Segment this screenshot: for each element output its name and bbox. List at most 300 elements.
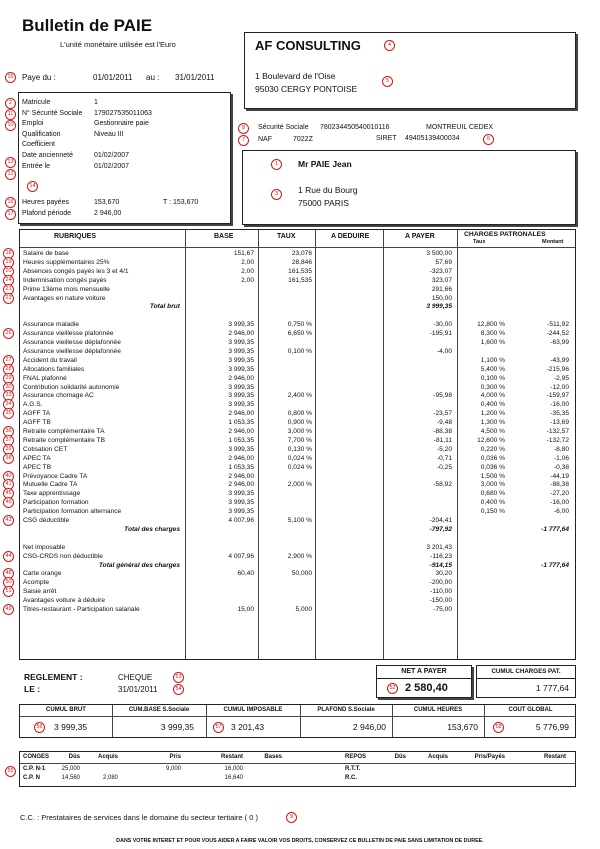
marker-43: 43 xyxy=(3,515,14,526)
row-base: 2 946,00 xyxy=(228,374,254,382)
qualif-value: Niveau III xyxy=(94,130,124,138)
row-label: Heures supplémentaires 25% xyxy=(23,258,110,266)
payroll-table xyxy=(19,229,576,660)
marker-48: 48 xyxy=(3,568,14,579)
row-charge-taux: 0,400 % xyxy=(480,499,505,507)
conges-cell: 16,000 xyxy=(224,766,243,772)
marker-23: 23 xyxy=(3,293,14,304)
row-a-payer: -116,23 xyxy=(430,552,452,560)
conges-cell: 2,080 xyxy=(102,775,118,781)
row-taux: 0,024 % xyxy=(287,454,312,462)
row-base: 2 946,00 xyxy=(228,428,254,435)
header-charges-montant: Montant xyxy=(542,239,564,245)
row-label: CSG-CRDS non déductible xyxy=(23,552,103,560)
marker-40: 40 xyxy=(3,471,14,482)
row-label: Titres-restaurant - Participation salariale xyxy=(23,606,140,613)
row-label: Contribution solidarité autonomie xyxy=(23,383,120,391)
row-base: 3 999,35 xyxy=(228,392,254,400)
cumul-heures-value: 153,670 xyxy=(447,722,478,732)
conges-cell: 16,640 xyxy=(224,775,243,781)
row-label: Allocations familiales xyxy=(23,365,85,373)
table-row xyxy=(20,410,575,419)
emploi-value: Gestionnaire paie xyxy=(94,120,149,128)
row-a-payer: -23,57 xyxy=(433,410,452,418)
row-charge-montant: -215,96 xyxy=(546,365,569,373)
table-row xyxy=(20,588,575,597)
company-box: AF CONSULTING 4 1 Boulevard de l'Oise 5 95030 CERGY PONTOISE xyxy=(244,32,576,109)
total-row xyxy=(20,526,575,535)
row-taux: 2,000 % xyxy=(287,481,312,489)
row-label: A.G.S. xyxy=(23,401,43,409)
row-base: 2 946,00 xyxy=(228,330,254,338)
row-a-payer: -110,00 xyxy=(430,588,452,596)
cumul-base-label: CUM.BASE S.Sociale xyxy=(128,707,190,713)
le-value: 31/01/2011 xyxy=(118,685,158,694)
row-label: Taxe apprentissage xyxy=(23,490,81,498)
row-base: 3 999,35 xyxy=(228,365,254,373)
row-base: 3 999,35 xyxy=(228,508,254,516)
header-rubriques: RUBRIQUES xyxy=(54,233,97,240)
table-row xyxy=(20,392,575,401)
row-label: Indemnisation congés payés xyxy=(23,276,107,284)
row-label: Retraite complémentaire TA xyxy=(23,428,105,435)
conges-header: Pris/Payés xyxy=(474,754,505,760)
table-row xyxy=(20,250,575,259)
row-label: Acompte xyxy=(23,579,50,587)
row-total-label: Total général des charges xyxy=(98,561,180,569)
row-label: Net imposable xyxy=(23,543,66,551)
table-row xyxy=(20,544,575,553)
row-a-payer: -4,00 xyxy=(436,347,452,355)
table-row xyxy=(20,295,575,304)
row-a-payer: -88,38 xyxy=(433,428,452,435)
row-base: 4 007,96 xyxy=(228,517,254,524)
row-taux: 7,700 % xyxy=(287,436,312,444)
recipient-name: Mr PAIE Jean xyxy=(298,159,352,169)
row-charge-montant: -63,99 xyxy=(550,339,569,346)
row-taux: 3,000 % xyxy=(287,428,312,435)
row-taux: 161,535 xyxy=(288,267,312,275)
conges-header: Acquis xyxy=(427,754,448,760)
emploi-label: Emploi xyxy=(22,120,44,128)
marker-27: 27 xyxy=(3,355,14,366)
row-charge-taux: 0,220 % xyxy=(480,445,505,453)
header-deduire: A DEDUIRE xyxy=(331,233,370,240)
row-a-payer: 3 500,00 xyxy=(426,250,452,257)
row-label: Assurance maladie xyxy=(23,321,80,329)
table-row xyxy=(20,419,575,428)
row-charge-taux: 12,800 % xyxy=(477,321,505,329)
recipient-box: 1 Mr PAIE Jean 3 1 Rue du Bourg 75000 PARIS xyxy=(242,150,576,225)
plafond-ss-label: PLAFOND S.Sociale xyxy=(317,707,375,713)
row-charge-montant: -13,69 xyxy=(550,419,569,427)
row-taux: 0,750 % xyxy=(287,321,312,329)
row-charge-montant: -2,95 xyxy=(553,374,569,382)
row-charge-taux: 3,000 % xyxy=(480,481,505,489)
marker-33: 33 xyxy=(3,390,14,401)
table-row xyxy=(20,446,575,455)
cumul-charges-label: CUMUL CHARGES PAT. xyxy=(491,668,561,675)
row-label: Accident du travail xyxy=(23,356,77,364)
row-charge-taux: 0,300 % xyxy=(480,383,505,391)
row-taux: 0,130 % xyxy=(287,445,312,453)
row-label: Cotisation CET xyxy=(23,445,68,453)
reglement-label: REGLEMENT : xyxy=(24,672,83,682)
row-charge-montant: -12,00 xyxy=(550,383,569,391)
row-charge-taux: 0,036 % xyxy=(480,454,505,462)
cumul-brut-value: 3 999,35 xyxy=(54,722,88,732)
conges-table xyxy=(19,751,576,787)
table-row xyxy=(20,366,575,375)
row-a-payer: -200,00 xyxy=(429,579,452,587)
row-taux: 5,100 % xyxy=(287,517,312,524)
row-label: Assurance vieillesse déplafonnée xyxy=(23,339,121,346)
row-a-payer: -0,25 xyxy=(436,463,452,471)
row-label: APEC TA xyxy=(23,454,51,462)
row-label: Participation formation xyxy=(23,499,89,507)
total-row xyxy=(20,562,575,571)
table-row xyxy=(20,437,575,446)
anc-label: Date ancienneté xyxy=(22,151,73,159)
marker-20: 20 xyxy=(3,266,14,277)
company-address1: 1 Boulevard de l'Oise xyxy=(255,71,336,81)
row-label: APEC TB xyxy=(23,463,52,471)
net-box: NET A PAYER 52 2 580,40 xyxy=(376,665,472,698)
table-row xyxy=(20,384,575,393)
table-row xyxy=(20,508,575,517)
company-secu-city: MONTREUIL CEDEX xyxy=(426,124,494,131)
page-title: Bulletin de PAIE xyxy=(22,16,153,35)
row-charge-taux: 1,300 % xyxy=(480,419,505,427)
header-payer: A PAYER xyxy=(405,233,435,240)
table-row xyxy=(20,330,575,339)
row-base: 60,40 xyxy=(237,570,254,578)
plafond-ss-value: 2 946,00 xyxy=(352,722,386,732)
recipient-address1: 1 Rue du Bourg xyxy=(298,185,358,195)
row-taux: 0,100 % xyxy=(287,347,312,355)
row-taux: 2,400 % xyxy=(287,392,312,400)
row-a-payer: 291,66 xyxy=(431,285,452,293)
conges-header: REPOS xyxy=(345,754,367,760)
row-base: 3 999,35 xyxy=(228,401,254,409)
marker-46: 46 xyxy=(3,497,14,508)
secu-value: 179027535011063 xyxy=(94,109,152,117)
row-base: 2 946,00 xyxy=(228,481,254,489)
marker-37: 37 xyxy=(3,435,14,446)
plafond-label: Plafond période xyxy=(22,210,72,217)
conges-content xyxy=(20,752,575,786)
table-row xyxy=(20,473,575,482)
entree-label: Entrée le xyxy=(22,162,51,170)
table-row xyxy=(20,517,575,526)
row-a-payer: -58,92 xyxy=(433,481,452,489)
row-total-label: Total brut xyxy=(149,303,180,311)
marker-24: 24 xyxy=(3,275,14,286)
table-row xyxy=(20,553,575,562)
row-label: Assurance chomage AC xyxy=(23,392,94,400)
row-base: 2,00 xyxy=(241,258,254,266)
row-a-payer: -204,41 xyxy=(429,517,452,524)
cumul-heures-label: CUMUL HEURES xyxy=(413,707,463,713)
marker-36: 36 xyxy=(3,426,14,437)
table-row xyxy=(20,286,575,295)
company-address2: 95030 CERGY PONTOISE xyxy=(255,84,358,94)
conges-header: Dûs xyxy=(394,754,406,760)
row-charge-taux: 0,680 % xyxy=(480,490,505,498)
row-a-payer: -75,00 xyxy=(433,606,452,613)
row-charge-taux: 0,150 % xyxy=(480,508,505,516)
table-row xyxy=(20,570,575,579)
header-charges-taux: Taux xyxy=(473,239,486,245)
row-base: 3 999,35 xyxy=(228,321,254,329)
row-label: Participation formation alternance xyxy=(23,508,122,516)
marker-34: 34 xyxy=(3,399,14,410)
row-charge-montant: -6,00 xyxy=(553,508,569,516)
row-charge-montant: -16,00 xyxy=(550,499,569,507)
table-row xyxy=(20,339,575,348)
row-charge-montant: -159,97 xyxy=(546,392,569,400)
heures-label: Heures payées xyxy=(22,199,70,206)
row-a-payer: 57,69 xyxy=(435,258,452,266)
conges-cell: R.C. xyxy=(345,775,357,781)
row-charge-montant: -27,20 xyxy=(550,490,569,498)
row-charge-montant: -88,38 xyxy=(550,481,569,489)
row-a-payer: -30,00 xyxy=(433,321,452,329)
cumul-base-value: 3 999,35 xyxy=(160,722,194,732)
table-row xyxy=(20,499,575,508)
table-row xyxy=(20,357,575,366)
row-a-payer: -195,91 xyxy=(429,330,452,338)
table-row xyxy=(20,455,575,464)
row-charge-montant: -511,92 xyxy=(547,321,569,329)
employee-values xyxy=(94,98,152,172)
conges-cell: 9,000 xyxy=(165,766,181,772)
row-taux: 28,846 xyxy=(291,258,312,266)
matricule-value: 1 xyxy=(94,99,98,106)
conges-header: Pris xyxy=(169,754,181,760)
conges-header: Dûs xyxy=(68,754,80,760)
row-a-payer: -5,20 xyxy=(436,445,452,453)
table-row xyxy=(20,277,575,286)
row-charge-montant: -1 777,64 xyxy=(541,525,569,533)
le-label: LE : xyxy=(24,684,41,694)
marker-49: 49 xyxy=(3,604,14,615)
table-row xyxy=(20,375,575,384)
row-base: 4 007,96 xyxy=(228,552,254,560)
row-base: 3 999,35 xyxy=(228,490,254,498)
table-row xyxy=(20,606,575,615)
row-base: 3 999,35 xyxy=(228,356,254,364)
row-charge-montant: -0,38 xyxy=(553,463,569,471)
row-charge-montant: -132,57 xyxy=(546,428,569,435)
row-charge-taux: 12,600 % xyxy=(477,436,505,444)
row-base: 2 946,00 xyxy=(228,472,254,480)
row-a-payer: -95,98 xyxy=(433,392,452,400)
row-base: 1 053,35 xyxy=(228,463,254,471)
row-charge-taux: 5,400 % xyxy=(480,365,505,373)
conges-header: Restant xyxy=(220,754,243,760)
row-base: 3 999,35 xyxy=(228,383,254,391)
row-charge-taux: 0,400 % xyxy=(480,401,505,409)
row-charge-montant: -132,72 xyxy=(546,436,569,444)
row-label: Avantages en nature voiture xyxy=(23,294,106,302)
conges-cell: C.P. N-1 xyxy=(23,766,46,772)
table-row xyxy=(20,259,575,268)
row-charge-taux: 4,500 % xyxy=(480,428,505,435)
total-row xyxy=(20,303,575,312)
marker-39: 39 xyxy=(3,444,14,455)
cout-global-label: COUT GLOBAL xyxy=(508,707,553,713)
row-a-payer: -323,07 xyxy=(429,267,452,275)
conges-cell: R.T.T. xyxy=(345,766,361,772)
table-row xyxy=(20,401,575,410)
period-from: 01/01/2011 xyxy=(93,73,133,82)
row-taux: 161,535 xyxy=(288,276,312,284)
period-to: 31/01/2011 xyxy=(175,73,215,82)
siret-label: SIRET xyxy=(376,135,397,142)
row-a-payer: 323,07 xyxy=(431,276,452,284)
cumul-charges-box xyxy=(476,665,576,698)
coef-label: Coefficient xyxy=(22,141,55,149)
row-charge-montant: -35,35 xyxy=(550,410,569,418)
row-a-payer: 3 999,35 xyxy=(426,303,452,311)
row-label: AGFF TA xyxy=(23,410,51,418)
marker-45: 45 xyxy=(3,488,14,499)
row-charge-taux: 1,200 % xyxy=(480,410,505,418)
marker-51: 51 xyxy=(3,586,14,597)
cumul-imposable-label: CUMUL IMPOSABLE xyxy=(223,707,283,713)
siret-value: 49405139400034 xyxy=(405,135,460,142)
row-charge-montant: -1,06 xyxy=(553,454,569,462)
row-a-payer: 3 201,43 xyxy=(426,543,452,551)
row-charge-taux: 0,036 % xyxy=(480,463,505,471)
conges-header: Restant xyxy=(543,754,566,760)
marker-28: 28 xyxy=(3,364,14,375)
company-secu-label: Sécurité Sociale xyxy=(258,124,309,131)
row-label: Salaire de base xyxy=(23,250,69,257)
row-charge-montant: -44,19 xyxy=(550,472,569,480)
table-row xyxy=(20,579,575,588)
row-a-payer: 30,20 xyxy=(435,570,452,578)
row-label: AGFF TB xyxy=(23,419,51,427)
row-label: Assurance vieillesse plafonnée xyxy=(23,330,114,338)
row-taux: 23,076 xyxy=(291,250,312,257)
table-row xyxy=(20,464,575,473)
line-markers xyxy=(3,249,17,659)
cumul-imposable-value: 3 201,43 xyxy=(231,722,265,732)
table-row xyxy=(20,312,575,321)
convention-collective: C.C. : Prestataires de services dans le domaine du secteur tertiaire ( 0 ) xyxy=(20,813,259,822)
row-label: Assurance vieillesse déplafonnée xyxy=(23,347,121,355)
period-label: Paye du : xyxy=(22,73,56,82)
row-taux: 5,000 xyxy=(295,606,312,613)
conges-header: CONGES xyxy=(23,754,50,760)
conges-header: Bases xyxy=(264,754,282,760)
row-a-payer: -9,48 xyxy=(436,419,452,427)
secu-label: N° Sécurité Sociale xyxy=(22,109,83,117)
row-label: Saisie arrêt xyxy=(23,588,57,596)
marker-35: 35 xyxy=(3,408,14,419)
row-base: 3 999,35 xyxy=(228,445,254,453)
matricule-label: Matricule xyxy=(22,99,51,106)
row-charge-montant: -1 777,64 xyxy=(541,561,569,569)
marker-19: 19 xyxy=(3,257,14,268)
marker-30: 30 xyxy=(3,382,14,393)
row-label: Absences congés payés les 3 et 4/1 xyxy=(23,267,129,275)
table-row xyxy=(20,490,575,499)
row-charge-taux: 1,100 % xyxy=(480,356,505,364)
table-row xyxy=(20,428,575,437)
plafond-value: 2 946,00 xyxy=(94,210,122,217)
marker-29: 29 xyxy=(3,373,14,384)
marker-38: 38 xyxy=(3,453,14,464)
cumul-charges-value: 1 777,64 xyxy=(535,683,569,693)
row-base: 151,67 xyxy=(233,250,254,257)
row-label: Carte orange xyxy=(23,570,62,578)
table-row xyxy=(20,268,575,277)
row-base: 2,00 xyxy=(241,276,254,284)
cumuls-table: CUMUL BRUT CUM.BASE S.Sociale CUMUL IMPOSABLE PLAFOND S.Sociale CUMUL HEURES COUT GLOBAL 56 3 999,35 3 999,35 57 3 201,43 2 946,00 153,670 58 5 776,99 xyxy=(19,704,576,738)
row-label: FNAL plafonné xyxy=(23,374,67,382)
conges-cell: 14,560 xyxy=(61,775,80,781)
row-label: Avantages voiture à déduire xyxy=(23,597,105,605)
marker-26: 26 xyxy=(3,328,14,339)
row-charge-taux: 1,600 % xyxy=(480,339,505,346)
marker-50: 50 xyxy=(3,577,14,588)
marker-41: 41 xyxy=(3,479,14,490)
cout-global-value: 5 776,99 xyxy=(535,722,569,732)
heures-value: 153,670 xyxy=(94,199,120,206)
employee-labels xyxy=(22,98,82,172)
table-row xyxy=(20,481,575,490)
row-base: 3 999,35 xyxy=(228,499,254,507)
conges-cell: 25,000 xyxy=(61,766,80,772)
row-base: 2,00 xyxy=(241,267,254,275)
row-taux: 6,650 % xyxy=(287,330,312,338)
conges-header: Acquis xyxy=(97,754,118,760)
row-base: 3 999,35 xyxy=(228,347,254,355)
row-base: 1 053,35 xyxy=(228,436,254,444)
period-au: au : xyxy=(146,73,160,82)
entree-value: 01/02/2007 xyxy=(94,162,130,170)
row-label: Prévoyance Cadre TA xyxy=(23,472,88,480)
anc-value: 01/02/2007 xyxy=(94,151,130,159)
row-charge-montant: -244,52 xyxy=(546,330,569,338)
marker-21: 21 xyxy=(3,284,14,295)
row-total-label: Total des charges xyxy=(124,525,180,533)
company-secu: 780234450540010116 xyxy=(320,124,390,131)
cumul-brut-label: CUMUL BRUT xyxy=(46,707,86,713)
table-row xyxy=(20,597,575,606)
heures-total: T : 153,670 xyxy=(163,199,199,206)
row-label: Prime 13ème mois mensuelle xyxy=(23,285,110,293)
company-name: AF CONSULTING xyxy=(255,38,361,53)
row-a-payer: -150,00 xyxy=(429,597,452,605)
row-charge-montant: -43,99 xyxy=(550,356,569,364)
row-base: 1 053,35 xyxy=(228,419,254,427)
row-a-payer: -81,11 xyxy=(433,436,452,444)
row-charge-taux: 0,100 % xyxy=(480,374,505,382)
header-taux: TAUX xyxy=(277,233,296,240)
row-charge-taux: 1,500 % xyxy=(480,472,505,480)
row-charge-montant: -16,00 xyxy=(550,401,569,409)
row-taux: 2,900 % xyxy=(287,552,312,560)
row-charge-taux: 4,000 % xyxy=(480,392,505,400)
marker-18: 18 xyxy=(3,248,14,259)
qualif-label: Qualification xyxy=(22,130,61,138)
table-row xyxy=(20,321,575,330)
row-base: 2 946,00 xyxy=(228,454,254,462)
